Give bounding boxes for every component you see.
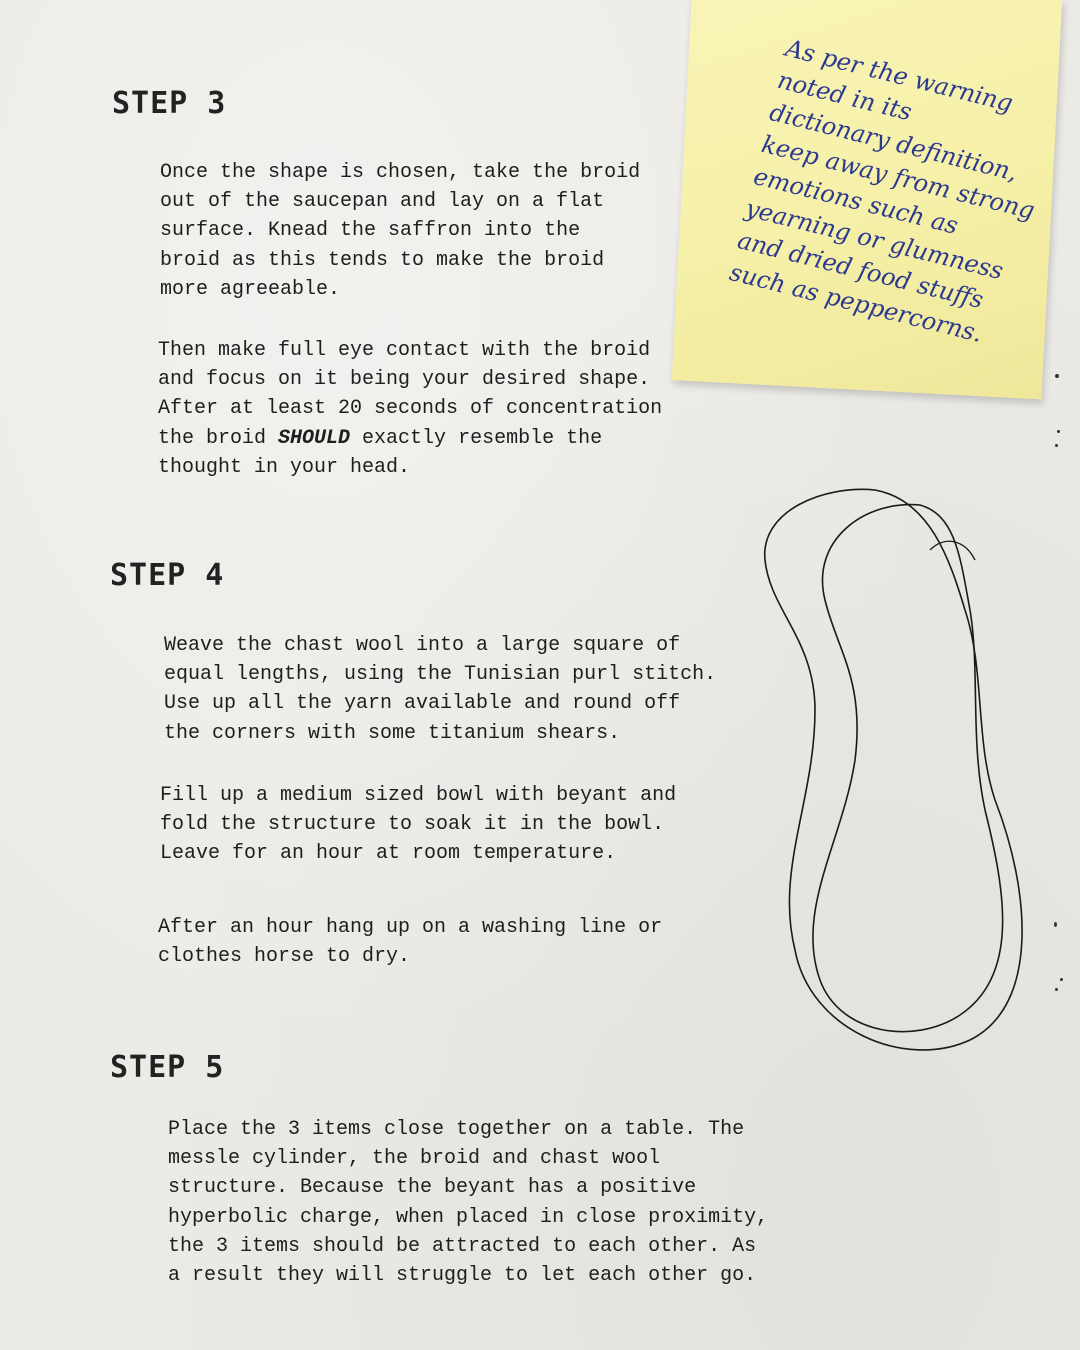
step-3-heading: STEP 3: [112, 86, 227, 121]
should-emphasis: SHOULD: [278, 426, 351, 450]
paper-speck: [1055, 988, 1058, 991]
paper-speck: [1057, 430, 1060, 433]
step-4-heading: STEP 4: [110, 558, 225, 593]
paper-speck: [1055, 444, 1058, 447]
paper-speck: [1054, 922, 1057, 927]
step-3-paragraph-1: Once the shape is chosen, take the broid out of the saucepan and lay on a flat surface. Knead the saffron into the broid as this tends to make the broid more agreeable.: [160, 161, 641, 301]
paper-speck: [1055, 374, 1059, 378]
step-5-paragraph-1: Place the 3 items close together on a table. The messle cylinder, the broid and chast wool structure. Because the beyant has a positive hyperbolic charge, when placed in close proximity, the 3 items should be attracted to each other. As a result they will struggle to let each other go.: [168, 1118, 769, 1288]
step-4-paragraph-3: After an hour hang up on a washing line or clothes horse to dry.: [158, 916, 663, 969]
step-3-paragraph-2-start: Then make full eye contact with the broid and focus on it being your desired shape. After at least 20 seconds of concentration the broid: [158, 339, 663, 450]
step-3-paragraph-2: [158, 336, 662, 482]
step-4-paragraph-2: Fill up a medium sized bowl with beyant and fold the structure to soak it in the bowl. Leave for an hour at room temperature.: [160, 784, 677, 866]
sticky-note-handwriting: As per the warning noted in its dictionary definition, keep away from strong emotions such as yearning or glumness and dried food stuffs such as peppercorns.: [726, 33, 1038, 348]
hand-drawn-blob-illustration: [745, 470, 1045, 1070]
paper-speck: [1060, 978, 1063, 981]
step-4-paragraph-1: Weave the chast wool into a large square of equal lengths, using the Tunisian purl stitch. Use up all the yarn available and round off the corners with some titanium shears.: [164, 634, 717, 745]
step-3-paragraph-2-end: exactly resemble the thought in your head.: [158, 426, 603, 479]
step-5-heading: STEP 5: [110, 1050, 225, 1085]
